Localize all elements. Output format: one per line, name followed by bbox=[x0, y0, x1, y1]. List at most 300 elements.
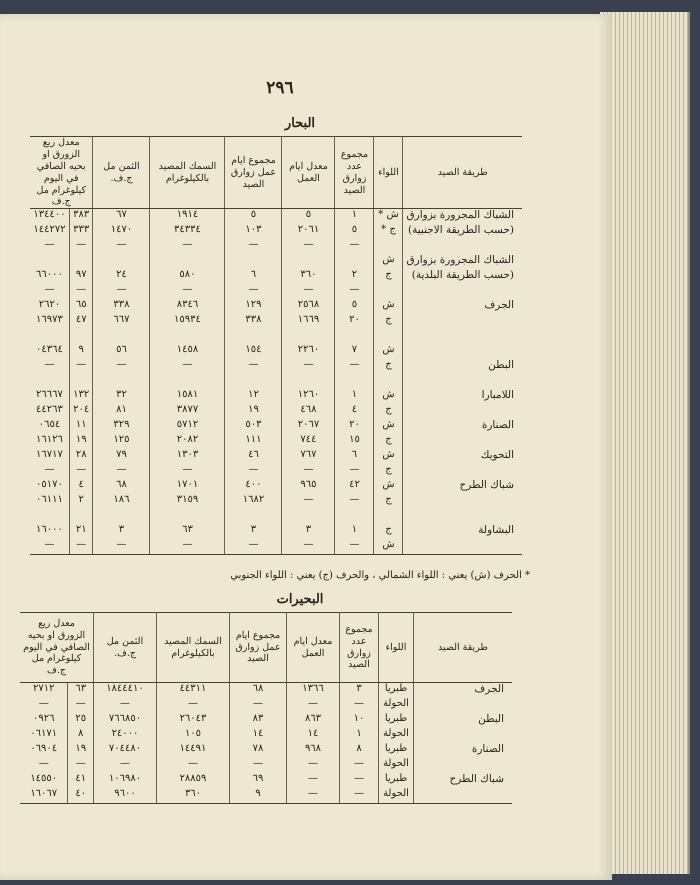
table-cell: — bbox=[225, 239, 282, 254]
table-cell: ش bbox=[374, 449, 403, 464]
method-cell bbox=[403, 509, 522, 524]
table-cell: ٣ bbox=[93, 524, 150, 539]
method-cell: اللامبارا bbox=[403, 389, 522, 404]
table-cell: — bbox=[38, 698, 49, 709]
table-cell: — bbox=[69, 359, 93, 374]
table-row bbox=[20, 713, 512, 728]
table-cell: ج bbox=[374, 494, 403, 509]
table-cell: ١٧٠١ bbox=[150, 479, 225, 494]
table-cell: ٧٠٤٤٨٠ bbox=[94, 743, 157, 758]
table-cell: الحولة bbox=[379, 698, 414, 713]
table-cell: ١٦٧١٧ bbox=[36, 449, 63, 461]
table-row bbox=[30, 449, 522, 464]
table-cell: ١٢٩ bbox=[225, 299, 282, 314]
table-cell: — bbox=[93, 539, 150, 555]
method-cell bbox=[403, 314, 522, 329]
table-cell: — bbox=[150, 284, 225, 299]
table-cell: ١ bbox=[340, 728, 379, 743]
table-cell: طبريا bbox=[379, 683, 414, 699]
table-cell: — bbox=[93, 359, 150, 374]
table-cell: — bbox=[340, 698, 379, 713]
table-cell bbox=[69, 374, 93, 389]
table-cell bbox=[374, 329, 403, 344]
method-cell: البطن bbox=[403, 359, 522, 374]
header-avg-days: معدل ايام العمل bbox=[282, 137, 335, 209]
table-cell: — bbox=[157, 758, 230, 773]
table-cell: ١٦١٢٦ bbox=[36, 434, 63, 446]
method-cell bbox=[403, 344, 522, 359]
table-cell: ٢٦٢٠ bbox=[38, 299, 61, 311]
table-cell: ش bbox=[374, 419, 403, 434]
method-cell: شباك الطرح bbox=[414, 773, 513, 788]
table-cell: — bbox=[93, 239, 150, 254]
table-cell: الحولة bbox=[379, 758, 414, 773]
table-cell: ٠٥١٧٠ bbox=[36, 479, 63, 491]
table-cell bbox=[69, 254, 93, 269]
table-cell: — bbox=[287, 788, 340, 804]
table-cell: ٢٦٠٤٣ bbox=[157, 713, 230, 728]
table-cell: ٤ bbox=[69, 479, 93, 494]
table-cell: ٤ bbox=[335, 404, 374, 419]
table-cell bbox=[93, 509, 150, 524]
method-cell bbox=[414, 788, 513, 804]
table-row bbox=[30, 329, 522, 344]
table-cell: — bbox=[30, 539, 69, 555]
header-price: الثمن مل ج.ف. bbox=[93, 137, 150, 209]
table-cell: ٨١ bbox=[93, 404, 150, 419]
table-row bbox=[20, 728, 512, 743]
table-cell: ٩ bbox=[69, 344, 93, 359]
table-cell: ٣٤٣٣٤ bbox=[150, 224, 225, 239]
table-cell: ٩٦٨ bbox=[287, 743, 340, 758]
table-cell: — bbox=[150, 359, 225, 374]
table-cell: — bbox=[340, 788, 379, 804]
table-cell: ٤٦٨ bbox=[282, 404, 335, 419]
method-cell bbox=[414, 758, 513, 773]
table-cell bbox=[225, 509, 282, 524]
method-cell: شباك الطرح bbox=[403, 479, 522, 494]
table-cell: ج bbox=[374, 524, 403, 539]
table-cell: ١٥٩٣٤ bbox=[150, 314, 225, 329]
table-cell: ٥٠٣ bbox=[225, 419, 282, 434]
table-cell: ١٦٠٦٧ bbox=[20, 788, 68, 804]
table-cell: — bbox=[93, 464, 150, 479]
table-cell: ج * bbox=[374, 224, 403, 239]
table-cell: — bbox=[287, 773, 340, 788]
table-cell: ٥٨٠ bbox=[150, 269, 225, 284]
table-cell: ٠٦١١١ bbox=[36, 494, 63, 506]
table-cell: — bbox=[230, 698, 287, 713]
table-cell: ٦٦٧ bbox=[93, 314, 150, 329]
table-cell: ٥٦ bbox=[93, 344, 150, 359]
table-cell: ٢٠٨٢ bbox=[150, 434, 225, 449]
table-cell: ١٤٥٨ bbox=[150, 344, 225, 359]
table-cell: ج bbox=[374, 314, 403, 329]
table-cell: ش * bbox=[374, 209, 403, 225]
table-cell: ٨ bbox=[340, 743, 379, 758]
table-cell: ٦ bbox=[335, 449, 374, 464]
table-cell: ٧٦٦٨٥٠ bbox=[94, 713, 157, 728]
header-boats: مجموع عدد زوارق الصيد bbox=[340, 613, 379, 683]
table-cell: ١٣٠٣ bbox=[150, 449, 225, 464]
table-cell: ١٤٤٩١ bbox=[157, 743, 230, 758]
method-cell: (حسب الطريقة الاجنبية) bbox=[403, 224, 522, 239]
table-cell: ٢٥٦٨ bbox=[282, 299, 335, 314]
table-cell: ٥ bbox=[282, 209, 335, 225]
table-cell: — bbox=[150, 539, 225, 555]
table-cell: ٨٦٣ bbox=[287, 713, 340, 728]
table-cell: ١٤٥٥٠ bbox=[30, 773, 58, 784]
table-cell: ١٦٦٩ bbox=[282, 314, 335, 329]
table-cell: ٣٨٧٧ bbox=[150, 404, 225, 419]
table-cell: ٤٠ bbox=[68, 788, 94, 804]
method-cell: الصنارة bbox=[414, 743, 513, 758]
table-cell: ٢٠٤ bbox=[69, 404, 93, 419]
table-cell: — bbox=[69, 284, 93, 299]
method-cell bbox=[403, 539, 522, 555]
sea-fishing-table bbox=[30, 136, 522, 555]
table-cell bbox=[30, 254, 69, 269]
header-daily-yield: معدل ريع الزورق او بحيه الصافي في اليوم كيلوغرام مل ج.ف bbox=[20, 613, 94, 683]
table-cell: ١٦٩٧٣ bbox=[36, 314, 63, 326]
table-cell: — bbox=[44, 284, 55, 296]
table-cell: ش bbox=[374, 299, 403, 314]
table-row bbox=[20, 698, 512, 713]
table-cell: — bbox=[340, 758, 379, 773]
table-cell bbox=[150, 254, 225, 269]
table-cell: — bbox=[282, 539, 335, 555]
table-cell: ٩٦٥ bbox=[282, 479, 335, 494]
table-cell: — bbox=[68, 758, 94, 773]
table-cell: ٥ bbox=[335, 299, 374, 314]
table-cell: ١١ bbox=[69, 419, 93, 434]
table-cell: ٠٦٩٠٤ bbox=[30, 743, 58, 754]
table-cell: ١٨٦ bbox=[93, 494, 150, 509]
table-cell bbox=[335, 329, 374, 344]
table-cell: ج bbox=[374, 434, 403, 449]
method-cell bbox=[403, 329, 522, 344]
table-cell: ١٣٦٦ bbox=[287, 683, 340, 699]
table-cell: ١٠٦٩٨٠ bbox=[94, 773, 157, 788]
table-cell: ١٣٢ bbox=[69, 389, 93, 404]
table-cell: — bbox=[282, 284, 335, 299]
table-cell: — bbox=[225, 464, 282, 479]
header-fish-kg: السمك المصيد بالكيلوغرام bbox=[150, 137, 225, 209]
table-row bbox=[30, 464, 522, 479]
table-cell bbox=[335, 374, 374, 389]
table-cell: ٤٠٠ bbox=[225, 479, 282, 494]
table-cell: — bbox=[38, 758, 49, 769]
table-cell bbox=[93, 374, 150, 389]
table-cell: ٩ bbox=[230, 788, 287, 804]
table-row bbox=[30, 224, 522, 239]
table-cell: ش bbox=[374, 479, 403, 494]
table-row bbox=[30, 419, 522, 434]
method-cell bbox=[403, 464, 522, 479]
footnote: * الحرف (ش) يعني : اللواء الشمالي ، والحرف (ج) يعني : اللواء الجنوبي bbox=[230, 570, 530, 581]
table-cell: ١٠ bbox=[340, 713, 379, 728]
table-cell: ٢٤٠٠٠ bbox=[94, 728, 157, 743]
table-cell bbox=[282, 374, 335, 389]
table-cell: ٤٧ bbox=[69, 314, 93, 329]
header-method: طريقة الصيد bbox=[414, 613, 513, 683]
table-cell: ٣٦٠ bbox=[157, 788, 230, 804]
table-row bbox=[30, 539, 522, 555]
table-cell: ٢٤ bbox=[93, 269, 150, 284]
table-cell bbox=[374, 374, 403, 389]
table-cell: ١٤ bbox=[287, 728, 340, 743]
table-cell: ١٥ bbox=[335, 434, 374, 449]
table-cell: طبريا bbox=[379, 773, 414, 788]
table-cell: ٨٣ bbox=[230, 713, 287, 728]
method-cell: البطن bbox=[414, 713, 513, 728]
table-cell bbox=[150, 329, 225, 344]
table-cell: ١٤ bbox=[230, 728, 287, 743]
table-row bbox=[20, 758, 512, 773]
table-cell: ش bbox=[374, 344, 403, 359]
table-cell: — bbox=[225, 284, 282, 299]
table-cell bbox=[30, 329, 69, 344]
table-cell: الحولة bbox=[379, 728, 414, 743]
table-cell: ٧٦٧ bbox=[282, 449, 335, 464]
table-cell: ٢٠٦١ bbox=[282, 224, 335, 239]
table-cell: ٣١٥٩ bbox=[150, 494, 225, 509]
header-avg-days: معدل ايام العمل bbox=[287, 613, 340, 683]
header-price: الثمن مل ج.ف. bbox=[94, 613, 157, 683]
table-cell: ٧٨ bbox=[230, 743, 287, 758]
table-cell: ١٤٧٠ bbox=[93, 224, 150, 239]
table-cell: — bbox=[150, 239, 225, 254]
table-cell: — bbox=[282, 239, 335, 254]
table-cell bbox=[150, 509, 225, 524]
page-number: ٢٩٦ bbox=[266, 78, 294, 98]
table-cell: — bbox=[44, 464, 55, 476]
method-cell bbox=[414, 698, 513, 713]
table-cell: — bbox=[335, 494, 374, 509]
table-row bbox=[20, 683, 512, 699]
table-row bbox=[30, 509, 522, 524]
table-row bbox=[30, 404, 522, 419]
method-cell: الصنارة bbox=[403, 419, 522, 434]
table-cell: ج bbox=[374, 404, 403, 419]
method-cell: الشباك المجرورة بزوارق bbox=[403, 254, 522, 269]
page-edges bbox=[600, 12, 690, 874]
header-daily-yield: معدل ريع الزورق او بحيه الصافي في اليوم كيلوغرام مل ج.ف bbox=[30, 137, 93, 209]
table-cell: ٦٩ bbox=[230, 773, 287, 788]
table-cell: ١٩ bbox=[68, 743, 94, 758]
table-cell: ٣ bbox=[340, 683, 379, 699]
table-cell: ٠٦٥٤ bbox=[38, 419, 61, 431]
table-cell: ١ bbox=[335, 524, 374, 539]
table-cell: ٣٣٨ bbox=[93, 299, 150, 314]
table-cell: — bbox=[287, 758, 340, 773]
sea-section-title: البحار bbox=[284, 116, 316, 131]
lakes-fishing-table bbox=[20, 612, 512, 804]
table-cell: — bbox=[68, 698, 94, 713]
table-cell: ٦٥ bbox=[69, 299, 93, 314]
table-cell: ٧٩ bbox=[93, 449, 150, 464]
method-cell bbox=[403, 284, 522, 299]
header-district: اللواء bbox=[379, 613, 414, 683]
table-row bbox=[30, 314, 522, 329]
table-row bbox=[30, 344, 522, 359]
table-cell: ٢ bbox=[69, 494, 93, 509]
table-cell: — bbox=[335, 539, 374, 555]
table-cell bbox=[282, 254, 335, 269]
method-cell bbox=[403, 239, 522, 254]
table-cell: ١٩١٤ bbox=[150, 209, 225, 225]
table-cell: ١١١ bbox=[225, 434, 282, 449]
table-cell bbox=[225, 374, 282, 389]
table-cell bbox=[30, 509, 69, 524]
table-cell: ١٥٤ bbox=[225, 344, 282, 359]
table-cell: ١٢٦٠ bbox=[282, 389, 335, 404]
table-cell: ٣٢٩ bbox=[93, 419, 150, 434]
method-cell: الجرف bbox=[414, 683, 513, 699]
table-cell: — bbox=[44, 239, 55, 251]
table-cell: ١ bbox=[335, 209, 374, 225]
table-cell bbox=[374, 239, 403, 254]
table-cell: ٢١ bbox=[69, 524, 93, 539]
table-cell bbox=[69, 509, 93, 524]
table-cell: ٦٣ bbox=[68, 683, 94, 699]
table-cell bbox=[30, 374, 69, 389]
table-row bbox=[30, 254, 522, 269]
header-total-days: مجموع ايام عمل زوارق الصيد bbox=[230, 613, 287, 683]
table-cell: ٢٠٦٧ bbox=[282, 419, 335, 434]
table-cell: ١٥٨١ bbox=[150, 389, 225, 404]
table-cell: ش bbox=[374, 389, 403, 404]
method-cell bbox=[403, 374, 522, 389]
table-cell: ٣٣٣ bbox=[69, 224, 93, 239]
table-cell: ٠٤٣٦٤ bbox=[36, 344, 63, 356]
table-cell: ٣ bbox=[225, 524, 282, 539]
table-cell: ٤٢ bbox=[335, 479, 374, 494]
table-cell: ٦٧ bbox=[93, 209, 150, 225]
table-cell: ٢٦٦٦٧ bbox=[36, 389, 63, 401]
header-district: اللواء bbox=[374, 137, 403, 209]
table-cell: ٦ bbox=[225, 269, 282, 284]
table-cell: ٦٦٠٠٠ bbox=[36, 269, 63, 281]
table-cell: — bbox=[225, 359, 282, 374]
table-cell: ٢ bbox=[335, 269, 374, 284]
table-cell: — bbox=[287, 698, 340, 713]
table-cell: ٤٤٢٦٣ bbox=[36, 404, 63, 416]
table-cell: ٥٧١٢ bbox=[150, 419, 225, 434]
table-row bbox=[30, 284, 522, 299]
table-cell: — bbox=[335, 464, 374, 479]
header-boats: مجموع عدد زوارق الصيد bbox=[335, 137, 374, 209]
table-cell: ١٦٠٠٠ bbox=[36, 524, 63, 536]
table-cell: ٢٨٨٥٩ bbox=[157, 773, 230, 788]
table-cell: ٥ bbox=[225, 209, 282, 225]
table-row bbox=[30, 359, 522, 374]
table-cell: — bbox=[94, 698, 157, 713]
table-cell bbox=[335, 509, 374, 524]
table-cell: ش bbox=[374, 254, 403, 269]
table-row bbox=[30, 239, 522, 254]
table-cell bbox=[150, 374, 225, 389]
lakes-section-title: البحيرات bbox=[276, 592, 324, 607]
method-cell bbox=[403, 404, 522, 419]
table-cell bbox=[374, 284, 403, 299]
table-cell: ٣٨٣ bbox=[69, 209, 93, 225]
table-row bbox=[30, 494, 522, 509]
table-cell: ١٠٥ bbox=[157, 728, 230, 743]
table-cell: ٧ bbox=[335, 344, 374, 359]
method-cell: الشباك المجرورة بزوارق bbox=[403, 209, 522, 225]
table-row bbox=[30, 479, 522, 494]
table-cell bbox=[93, 254, 150, 269]
table-cell: ٦٣ bbox=[150, 524, 225, 539]
table-cell: ٢٢٦٠ bbox=[282, 344, 335, 359]
table-cell: ١٩ bbox=[225, 404, 282, 419]
table-cell: ش bbox=[374, 539, 403, 555]
table-cell: — bbox=[335, 359, 374, 374]
table-cell: — bbox=[230, 758, 287, 773]
table-cell: — bbox=[282, 464, 335, 479]
table-cell: ١٣٤٤٠٠ bbox=[33, 209, 66, 221]
table-cell bbox=[335, 254, 374, 269]
method-cell bbox=[403, 494, 522, 509]
table-cell: ٩٧ bbox=[69, 269, 93, 284]
table-row bbox=[30, 389, 522, 404]
table-cell: ٥ bbox=[335, 224, 374, 239]
table-row bbox=[30, 209, 522, 225]
table-cell bbox=[225, 329, 282, 344]
table-cell: ١٩ bbox=[69, 434, 93, 449]
table-cell bbox=[374, 509, 403, 524]
table-cell: ٤٦ bbox=[225, 449, 282, 464]
table-cell: ج bbox=[374, 359, 403, 374]
table-cell: — bbox=[225, 539, 282, 555]
table-cell: ٢٥ bbox=[68, 713, 94, 728]
table-cell: ٣٦٠ bbox=[282, 269, 335, 284]
table-row bbox=[30, 434, 522, 449]
table-cell: ١ bbox=[335, 389, 374, 404]
table-cell: ج bbox=[374, 464, 403, 479]
table-cell: — bbox=[157, 698, 230, 713]
table-cell: — bbox=[282, 494, 335, 509]
table-cell: ١٦٨٢ bbox=[225, 494, 282, 509]
table-cell: ٠٦١٧١ bbox=[30, 728, 58, 739]
table-cell: ٩٦٠٠ bbox=[94, 788, 157, 804]
method-cell: (حسب الطريقة البلدية) bbox=[403, 269, 522, 284]
table-cell: — bbox=[93, 284, 150, 299]
table-cell: ٢٨ bbox=[69, 449, 93, 464]
table-row bbox=[20, 773, 512, 788]
table-cell bbox=[93, 329, 150, 344]
table-cell: ج bbox=[374, 269, 403, 284]
table-row bbox=[30, 524, 522, 539]
table-row bbox=[20, 743, 512, 758]
table-cell: ٦٨ bbox=[93, 479, 150, 494]
table-cell: ٣ bbox=[282, 524, 335, 539]
table-cell: طبريا bbox=[379, 713, 414, 728]
table-cell: ٠٩٢٦ bbox=[33, 713, 55, 724]
table-cell: ٧٤٤ bbox=[282, 434, 335, 449]
table-cell: ١٢٥ bbox=[93, 434, 150, 449]
table-cell: ٤١ bbox=[68, 773, 94, 788]
table-row bbox=[20, 788, 512, 804]
header-fish-kg: السمك المصيد بالكيلوغرام bbox=[157, 613, 230, 683]
table-cell: — bbox=[69, 539, 93, 555]
table-cell: ١٠٣ bbox=[225, 224, 282, 239]
table-cell: الحولة bbox=[379, 788, 414, 804]
table-cell: ٨ bbox=[68, 728, 94, 743]
table-cell: — bbox=[150, 464, 225, 479]
table-cell: — bbox=[69, 239, 93, 254]
